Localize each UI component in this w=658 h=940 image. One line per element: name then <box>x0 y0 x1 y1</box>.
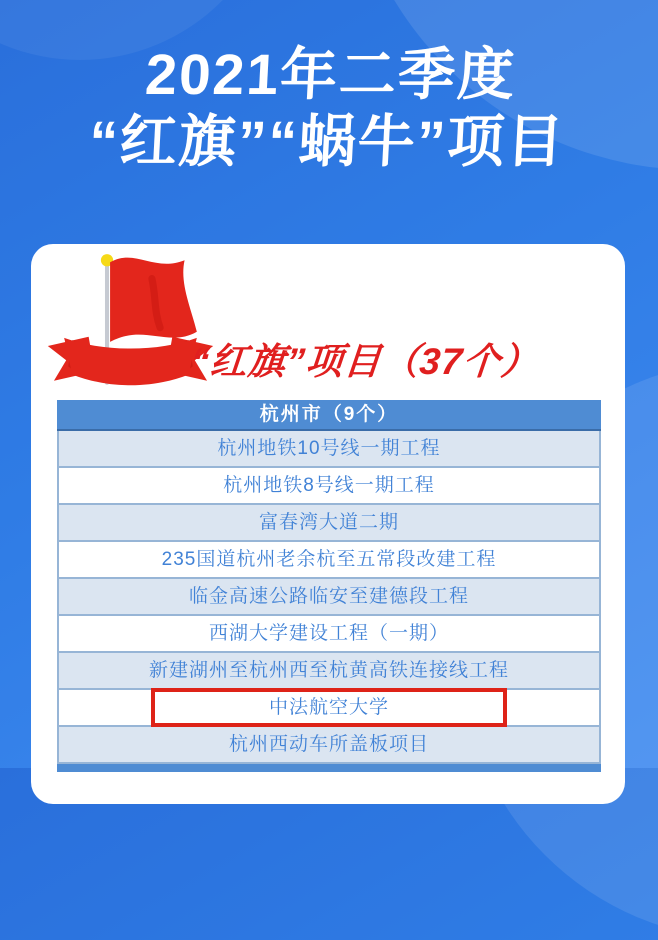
project-name: 杭州地铁8号线一期工程 <box>223 475 435 496</box>
table-body <box>57 431 601 764</box>
project-name: 235国道杭州老余杭至五常段改建工程 <box>161 549 497 570</box>
table-row <box>59 468 599 505</box>
table-row <box>59 579 599 616</box>
project-name: 新建湖州至杭州西至杭黄高铁连接线工程 <box>148 660 509 681</box>
project-name: 临金高速公路临安至建德段工程 <box>188 586 469 607</box>
table-row <box>59 690 599 727</box>
highlight-red-box <box>151 688 507 727</box>
project-name: 西湖大学建设工程（一期） <box>208 623 449 644</box>
section-heading: “红旗”项目（37个） <box>188 341 541 382</box>
projects-table <box>57 400 601 772</box>
ribbon-band <box>64 338 197 385</box>
page-title-line2: “红旗”“蜗牛”项目 <box>87 110 567 174</box>
table-row <box>59 653 599 690</box>
table-header-hangzhou: 杭州市（9个） <box>57 400 601 431</box>
page-title-line1: 2021年二季度 <box>143 43 518 107</box>
table-row <box>59 505 599 542</box>
project-name: 中法航空大学 <box>268 697 389 718</box>
table-row <box>59 616 599 653</box>
page-title <box>0 42 658 176</box>
next-section-header-partial <box>57 764 601 772</box>
project-name: 杭州地铁10号线一期工程 <box>217 438 441 459</box>
red-flag-projects-card <box>31 244 625 804</box>
project-name: 杭州西动车所盖板项目 <box>228 734 429 755</box>
table-row <box>59 431 599 468</box>
table-row <box>59 727 599 764</box>
table-row <box>59 542 599 579</box>
project-name: 富春湾大道二期 <box>258 512 399 533</box>
